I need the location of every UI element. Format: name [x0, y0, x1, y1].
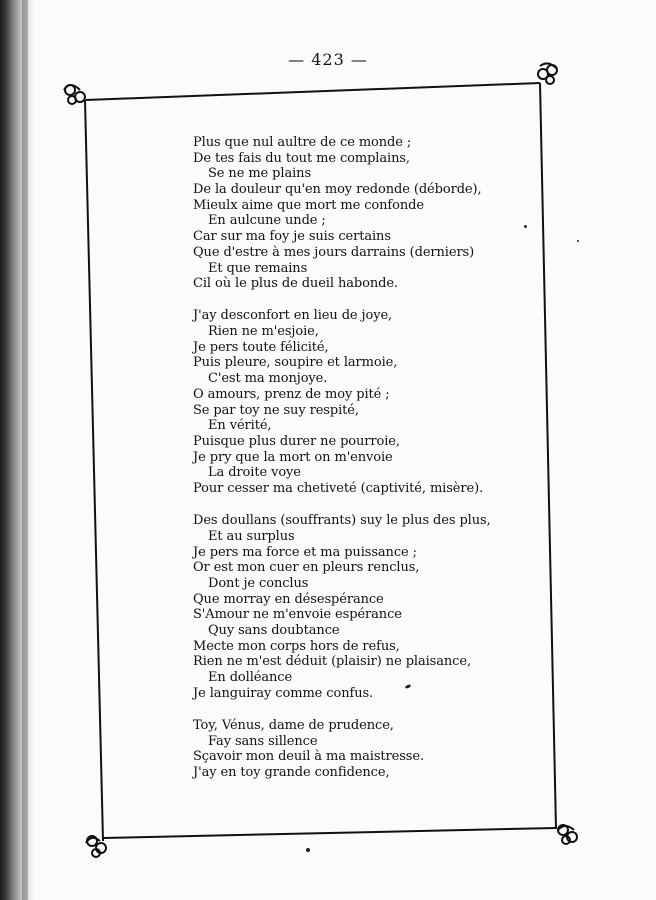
poem-line: Je pers ma force et ma puissance ; [193, 544, 417, 560]
poem-line: Se par toy ne suy respité, [193, 402, 359, 418]
poem-line: Je pry que la mort on m'envoie [193, 449, 393, 465]
poem-line: Cil où le plus de dueil habonde. [193, 276, 398, 292]
poem-line: Toy, Vénus, dame de prudence, [193, 717, 394, 733]
poem-text [193, 135, 491, 781]
poem-line: La droite voye [208, 465, 301, 481]
page-number: — 423 — [288, 50, 368, 69]
poem-line: Puisque plus durer ne pourroie, [193, 433, 400, 449]
ink-speck [524, 225, 527, 228]
poem-line: Et que remains [208, 260, 308, 276]
poem-line: Je pers toute félicité, [193, 339, 329, 355]
poem-line: Rien ne m'esjoie, [208, 324, 319, 340]
poem-line: Se ne me plains [208, 166, 312, 182]
poem-line: Que d'estre à mes jours darrains (derniers) [193, 244, 475, 260]
poem-line: En aulcune unde ; [208, 213, 326, 229]
corner-ornament-top-right [538, 63, 557, 84]
poem-line: De la douleur qu'en moy redonde (déborde), [193, 182, 482, 198]
poem-line: Quy sans doubtance [208, 622, 340, 638]
stanza-gap [193, 701, 491, 718]
poem-line: S'Amour ne m'envoie espérance [193, 607, 402, 623]
poem-line: Dont je conclus [208, 575, 309, 591]
stanza-gap [193, 292, 491, 309]
poem-line: J'ay desconfort en lieu de joye, [193, 308, 393, 324]
ink-speck [306, 848, 310, 852]
poem-line: Plus que nul aultre de ce monde ; [193, 135, 412, 150]
poem-line: O amours, prenz de moy pité ; [193, 386, 390, 402]
poem-line: Je languiray comme confus. [193, 685, 374, 701]
poem-line: Car sur ma foy je suis certains [193, 229, 391, 245]
poem-line: Mecte mon corps hors de refus, [193, 638, 400, 654]
corner-ornament-top-left [64, 85, 85, 104]
poem-line: En dolléance [208, 670, 293, 685]
corner-ornament-bottom-right [558, 825, 577, 844]
poem-line: Mieulx aime que mort me confonde [193, 197, 424, 213]
poem-line: C'est ma monjoye. [208, 371, 328, 387]
poem-line: Fay sans sillence [208, 733, 318, 749]
poem-line: Rien ne m'est déduit (plaisir) ne plaisance, [193, 654, 471, 670]
stanza-3 [193, 513, 491, 701]
stanza-2 [193, 308, 491, 496]
poem-line: Que morray en désespérance [193, 591, 384, 607]
poem-line: Des doullans (souffrants) suy le plus des plus, [193, 513, 491, 529]
poem-line: Puis pleure, soupire et larmoie, [193, 355, 398, 371]
poem-line: Et au surplus [208, 528, 295, 544]
poem-line: En vérité, [208, 418, 272, 434]
stanza-gap [193, 497, 491, 514]
stanza-1 [193, 135, 491, 292]
poem-line: Pour cesser ma chetiveté (captivité, misère). [193, 480, 484, 496]
poem-line: Or est mon cuer en pleurs renclus, [193, 560, 420, 576]
poem-line: Sçavoir mon deuil à ma maistresse. [193, 749, 425, 765]
poem-line: De tes fais du tout me complains, [193, 150, 410, 166]
stanza-4 [193, 718, 491, 781]
ink-speck [577, 240, 579, 242]
poem-line: J'ay en toy grande confidence, [193, 764, 390, 780]
